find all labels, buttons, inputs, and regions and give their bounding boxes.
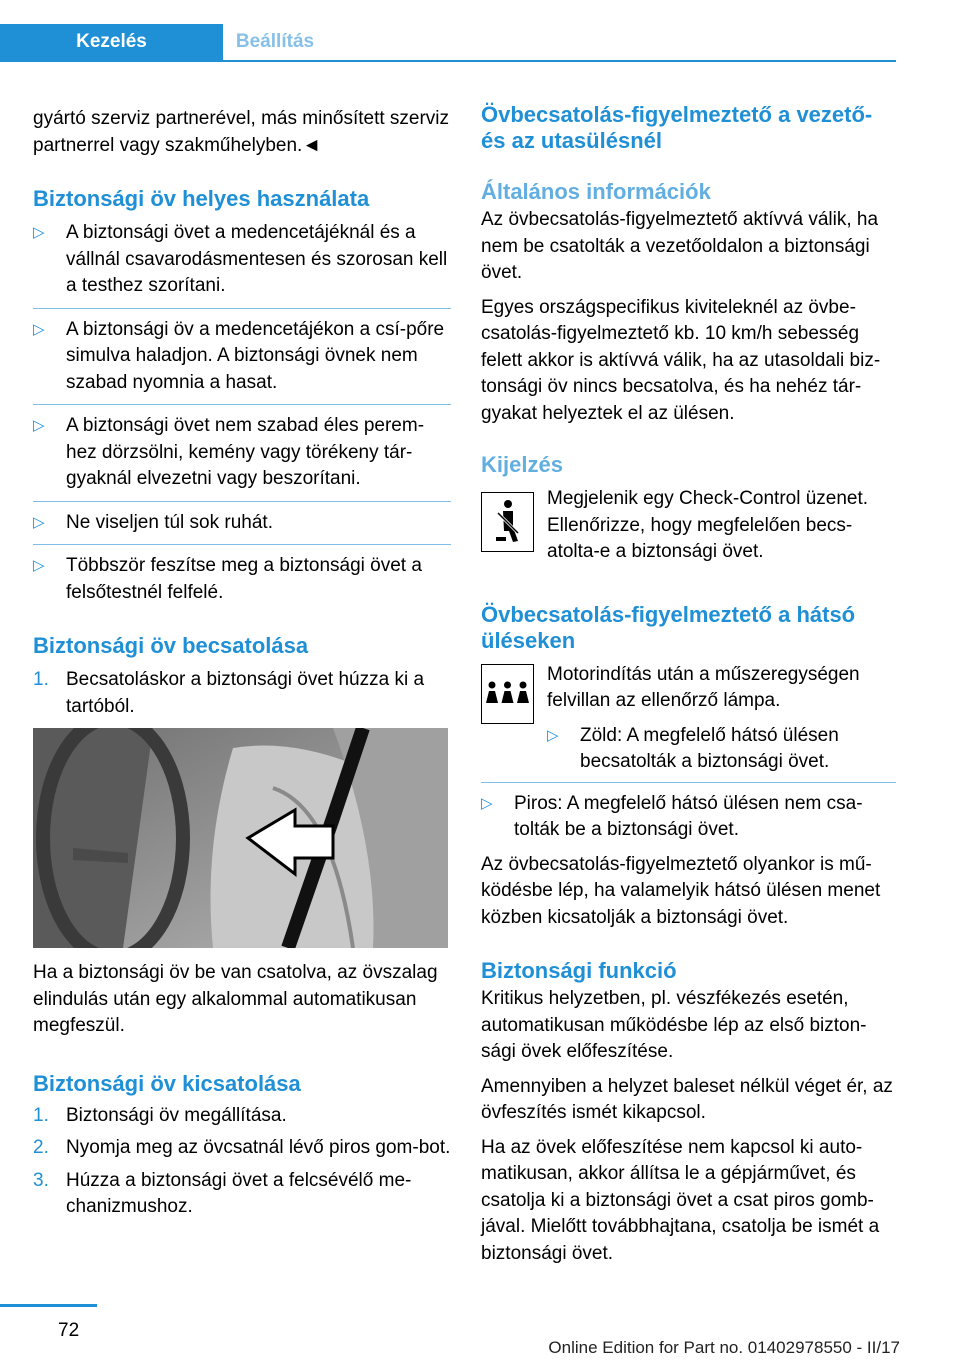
right-column <box>481 102 896 1267</box>
seatbelt-photo <box>33 728 448 948</box>
footer-rule <box>0 1304 97 1307</box>
list-item: ▷ A biztonsági övet a medencetájéknál és a vállnál csavarodásmentesen és szorosan kell a testhez szorítani. <box>33 220 451 309</box>
seatbelt-warning-icon <box>481 492 534 552</box>
triangle-right-icon: ▷ <box>33 557 45 574</box>
header-tabs <box>0 24 896 60</box>
usage-list <box>33 220 451 614</box>
left-column-lower <box>33 960 451 1227</box>
driver-heading: Övbecsatolás-figyelmeztető a vezető- és az utasülésnél <box>481 102 873 153</box>
tab-beallitas[interactable]: Beállítás <box>235 31 315 52</box>
safety-paragraph-3: Ha az övek előfeszítése nem kapcsol ki auto‐matikusan, akkor állítsa le a gépjárművet, és csatolja ki a biztonsági övet a csat piros gomb‐jával. Mielőtt továbbhajtana, csatolja be ismét a biztonsági övet. <box>481 1136 880 1264</box>
list-item: 2. Nyomja meg az övcsatnál lévő piros gom‐bot. <box>33 1137 451 1158</box>
unfasten-steps <box>33 1103 451 1221</box>
unfasten-heading: Biztonsági öv kicsatolása <box>33 1070 301 1096</box>
rear-row <box>481 662 896 784</box>
safety-heading: Biztonsági funkció <box>481 958 677 983</box>
left-column <box>33 106 451 785</box>
rear-seatbelt-warning-icon <box>481 664 534 724</box>
list-item: 1. Biztonsági öv megállítása. <box>33 1104 287 1126</box>
usage-heading: Biztonsági öv helyes használata <box>33 186 370 211</box>
rear-list-green <box>547 723 896 784</box>
fasten-heading: Biztonsági öv becsatolása <box>33 633 309 658</box>
list-item: 1. Becsatoláskor a biztonsági övet húzza ki a tartóból. <box>33 669 425 717</box>
rear-text: Motorindítás után a műszeregységen felvillan az ellenőrző lámpa. <box>547 663 860 711</box>
list-item: ▷ Többször feszítse meg a biztonsági övet a felsőtestnél felfelé. <box>33 555 422 603</box>
safety-paragraph-1: Kritikus helyzetben, pl. vészfékezés esetén, automatikusan működésbe lép az első bizton‐sági övek előfeszítése. <box>481 988 867 1062</box>
list-item: ▷ A biztonsági öv a medencetájékon a csí‐pőre simulva haladjon. A biztonsági övnek nem szabad nyomnia a hasat. <box>33 317 451 406</box>
rear-heading: Övbecsatolás-figyelmeztető a hátsó üléseken <box>481 601 856 653</box>
list-item: ▷ Piros: A megfelelő hátsó ülésen nem csa‐tolták be a biztonsági övet. <box>481 792 863 840</box>
seatbelt-photo-illustration <box>33 728 448 948</box>
display-text: Megjelenik egy Check-Control üzenet. Ellenőrizze, hogy megfelelően becs‐atolta-e a biztonsági övet. <box>547 488 869 562</box>
list-item: ▷ A biztonsági övet nem szabad éles perem‐hez dörzsölni, kemény vagy törékeny tár‐gyaknál elvezetni vagy beszorítani. <box>33 413 451 502</box>
tension-text: Ha a biztonsági öv be van csatolva, az övszalag elindulás után egy alkalommal automatikusan megfeszül. <box>33 962 438 1036</box>
header-rule <box>0 60 896 62</box>
triangle-right-icon: ▷ <box>547 726 559 744</box>
display-heading: Kijelzés <box>481 452 563 477</box>
triangle-right-icon: ▷ <box>33 320 45 338</box>
rear-list-red <box>481 791 896 852</box>
page-number: 72 <box>58 1320 80 1341</box>
rear-paragraph-2: Az övbecsatolás-figyelmeztető olyankor is mű‐ködésbe lép, ha valamelyik hátsó ülésen menet közben kicsatolják a biztonsági övet. <box>481 853 881 928</box>
list-item: ▷ Ne viseljen túl sok ruhát. <box>33 510 451 546</box>
triangle-right-icon: ▷ <box>33 417 45 434</box>
general-paragraph-2: Egyes országspecifikus kiviteleknél az övbe‐csatolás-figyelmeztető kb. 10 km/h sebesség felett akkor is aktívvá válik, ha az utasoldali biz‐tonsági öv nincs becsatolva, és ha nehéz tár‐gyakat helyeztek el az ülésen. <box>481 296 881 424</box>
general-heading: Általános információk <box>481 179 711 204</box>
list-item: ▷ Zöld: A megfelelő hátsó ülésen becsatolták a biztonsági övet. <box>547 724 839 772</box>
rear-list-red-wrap <box>481 782 896 852</box>
intro-text: gyártó szerviz partnerével, más minősített szerviz partnerrel vagy szakműhelyben.◄ <box>33 108 450 156</box>
display-row <box>481 486 896 566</box>
edition-text: Online Edition for Part no. 01402978550 - II/17 <box>548 1338 900 1357</box>
general-paragraph-1: Az övbecsatolás-figyelmeztető aktívvá válik, ha nem be csatolták a vezetőoldalon a biztonsági övet. <box>481 209 879 283</box>
tab-kezeles[interactable]: Kezelés <box>0 24 223 60</box>
list-item: 3. Húzza a biztonsági övet a felcsévélő me‐chanizmushoz. <box>33 1169 412 1217</box>
triangle-right-icon: ▷ <box>33 224 45 241</box>
triangle-right-icon: ▷ <box>481 794 493 812</box>
triangle-right-icon: ▷ <box>33 513 45 531</box>
safety-paragraph-2: Amennyiben a helyzet baleset nélkül véget ér, az övfeszítés ismét kikapcsol. <box>481 1075 893 1123</box>
